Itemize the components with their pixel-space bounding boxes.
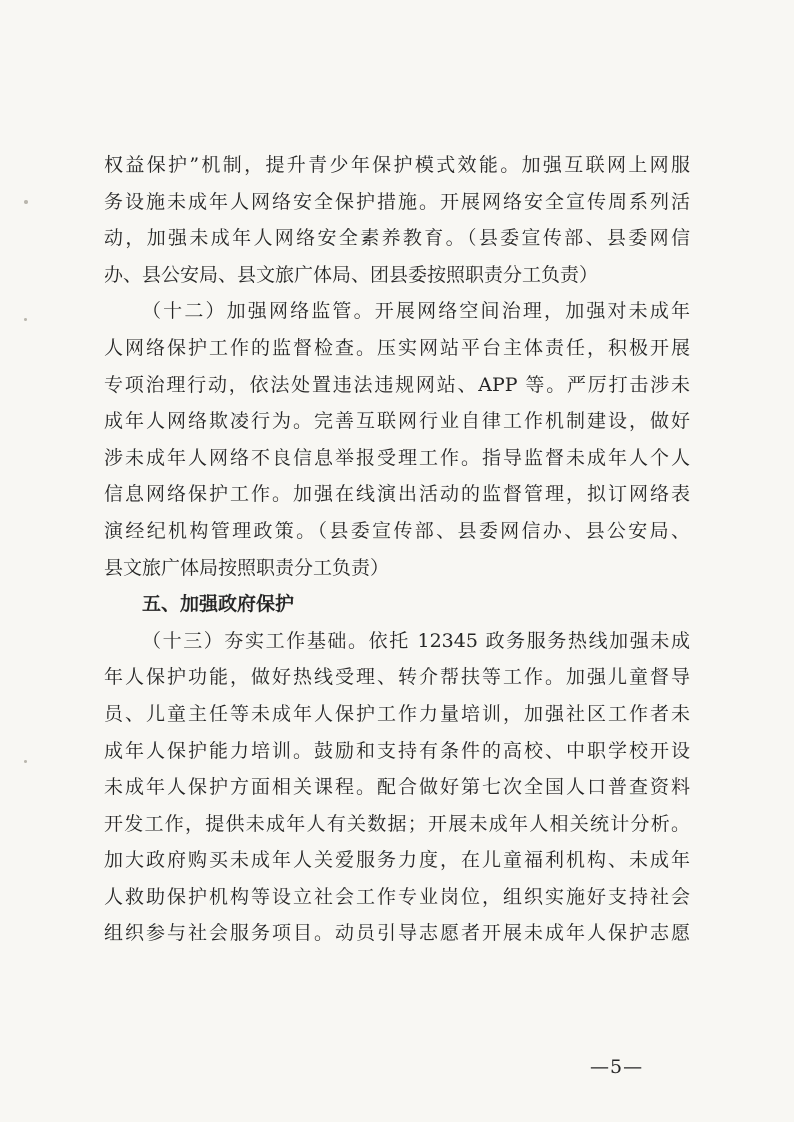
text-line: 信息网络保护工作。加强在线演出活动的监督管理，拟订网络表 bbox=[104, 483, 690, 506]
text-line: 年人保护功能，做好热线受理、转介帮扶等工作。加强儿童督导 bbox=[104, 666, 690, 689]
page-number: —5— bbox=[590, 1056, 644, 1078]
text-line: 人网络保护工作的监督检查。压实网站平台主体责任，积极开展 bbox=[104, 336, 690, 359]
scan-speck bbox=[24, 760, 27, 763]
text-line: 成年人网络欺凌行为。完善互联网行业自律工作机制建设，做好 bbox=[104, 410, 690, 433]
text-line: 组织参与社会服务项目。动员引导志愿者开展未成年人保护志愿 bbox=[104, 922, 690, 945]
text-line: 开发工作，提供未成年人有关数据；开展未成年人相关统计分析。 bbox=[104, 812, 690, 835]
text-line: 加大政府购买未成年人关爱服务力度，在儿童福利机构、未成年 bbox=[104, 849, 690, 872]
text-line: （十二）加强网络监管。开展网络空间治理，加强对未成年 bbox=[142, 300, 690, 323]
text-line: 办、县公安局、县文旅广体局、团县委按照职责分工负责） bbox=[104, 263, 599, 286]
scan-speck bbox=[24, 318, 27, 321]
text-line: 专项治理行动，依法处置违法违规网站、APP 等。严厉打击涉未 bbox=[104, 373, 690, 396]
text-line: 涉未成年人网络不良信息举报受理工作。指导监督未成年人个人 bbox=[104, 446, 690, 469]
text-line: 人救助保护机构等设立社会工作专业岗位，组织实施好支持社会 bbox=[104, 885, 690, 908]
section-heading: 五、加强政府保护 bbox=[142, 593, 295, 616]
text-line: 权益保护”机制，提升青少年保护模式效能。加强互联网上网服 bbox=[104, 154, 690, 176]
text-line: 员、儿童主任等未成年人保护工作力量培训，加强社区工作者未 bbox=[104, 702, 690, 725]
text-line: 未成年人保护方面相关课程。配合做好第七次全国人口普查资料 bbox=[104, 776, 690, 799]
text-line: 县文旅广体局按照职责分工负责） bbox=[104, 556, 390, 579]
text-line: 务设施未成年人网络安全保护措施。开展网络安全宣传周系列活 bbox=[104, 190, 690, 213]
text-line: 演经纪机构管理政策。（县委宣传部、县委网信办、县公安局、 bbox=[104, 519, 690, 542]
text-line: 成年人保护能力培训。鼓励和支持有条件的高校、中职学校开设 bbox=[104, 739, 690, 762]
scan-speck bbox=[24, 200, 28, 204]
text-line: （十三）夯实工作基础。依托 12345 政务服务热线加强未成 bbox=[142, 629, 690, 652]
body-text bbox=[104, 147, 690, 952]
text-line: 动，加强未成年人网络安全素养教育。（县委宣传部、县委网信 bbox=[104, 227, 690, 250]
